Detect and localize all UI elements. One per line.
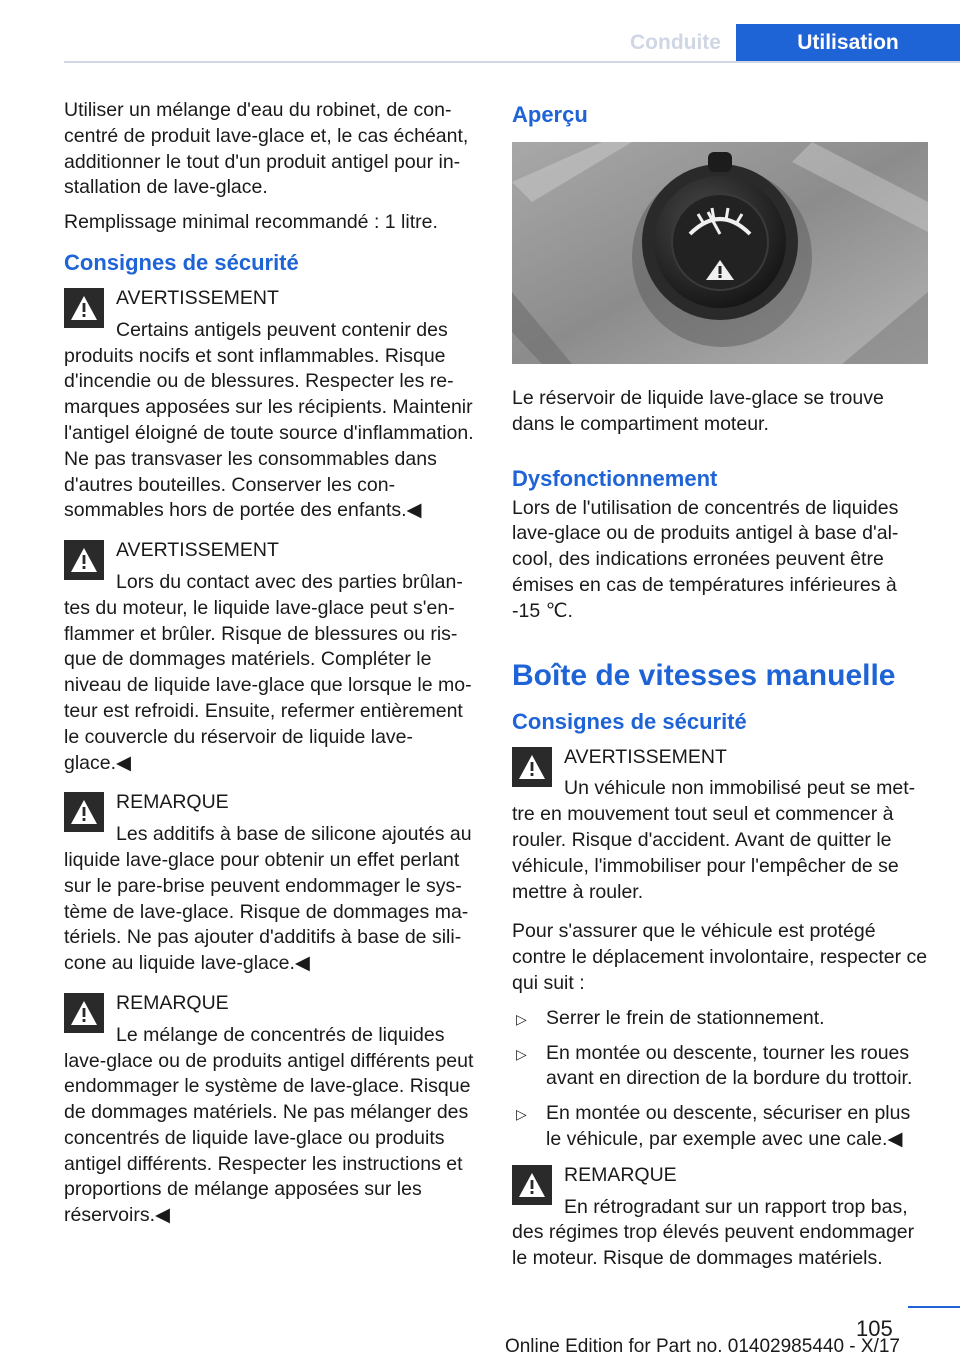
list-item — [512, 1101, 928, 1153]
min-fill-paragraph: Remplissage minimal recommandé : 1 litre. — [64, 211, 438, 234]
page-number: 105 — [856, 1316, 893, 1341]
list-item — [512, 1006, 928, 1032]
warning-block — [64, 538, 478, 776]
note-text: En rétrogradant sur un rapport trop bas, des régimes trop élevés peuvent endommager le moteur. Risque de dommages matériels. — [512, 1195, 915, 1270]
note-label: REMARQUE — [564, 1163, 677, 1186]
section-heading-safety: Consignes de sécurité — [64, 249, 299, 275]
section-heading-apercu: Aperçu — [512, 102, 588, 127]
warning-text: Un véhicule non immobilisé peut se mettre en mouvement tout seul et commencer à rouler. Risque d'accident. Avant de quitter le véhicule, l'immobiliser pour l'empêcher de se mettre à rouler. — [512, 777, 916, 903]
warning-label: AVERTISSEMENT — [116, 286, 279, 309]
warning-triangle-icon — [512, 747, 552, 787]
intro-paragraph: Utiliser un mélange d'eau du robinet, de concentré de produit lave-glace et, le cas échéant, additionner le tout d'un produit antigel pour installation de lave-glace. — [64, 99, 469, 199]
list-item-text: En montée ou descente, tourner les roues avant en direction de la bordure du trottoir. — [546, 1041, 913, 1090]
warning-triangle-icon — [512, 1165, 552, 1205]
list-item-text: Serrer le frein de stationnement. — [546, 1006, 825, 1029]
list-item — [512, 1041, 928, 1093]
warning-label: AVERTISSEMENT — [116, 539, 279, 562]
note-block — [64, 790, 478, 977]
footer-accent-rule — [908, 1306, 960, 1308]
note-block — [64, 991, 478, 1229]
warning-triangle-icon — [64, 792, 104, 832]
secure-paragraph: Pour s'assurer que le véhicule est protégé contre le déplacement involontaire, respecter ce qui suit : — [512, 920, 928, 994]
warning-triangle-icon — [64, 993, 104, 1033]
bullet-list — [512, 1006, 928, 1153]
left-column — [64, 98, 478, 1243]
chapter-heading: Boîte de vitesses manuelle — [512, 658, 896, 692]
note-label: REMARQUE — [116, 991, 229, 1014]
bullet-triangle-icon: ▷ — [516, 1010, 527, 1027]
warning-label: AVERTISSEMENT — [564, 745, 727, 768]
note-block — [512, 1163, 928, 1272]
section-heading-safety-2: Consignes de sécurité — [512, 708, 747, 734]
warning-triangle-icon — [64, 288, 104, 328]
list-item-text: En montée ou descente, sécuriser en plus le véhicule, par exemple avec une cale.◀ — [546, 1102, 911, 1150]
bullet-triangle-icon: ▷ — [516, 1045, 527, 1062]
footer-edition: Online Edition for Part no. 01402985440 - X/17 — [504, 1336, 900, 1357]
photo-caption: Le réservoir de liquide lave-glace se trouve dans le compartiment moteur. — [512, 387, 884, 435]
warning-triangle-icon — [64, 540, 104, 580]
tab-conduite[interactable]: Conduite — [630, 30, 721, 54]
washer-reservoir-photo — [512, 142, 928, 364]
right-column — [512, 98, 928, 1286]
bullet-triangle-icon: ▷ — [516, 1106, 527, 1123]
warning-block — [64, 286, 478, 524]
page-header — [0, 0, 960, 62]
warning-text: Certains antigels peuvent contenir des produits nocifs et sont inflammables. Risque d'incendie ou de blessures. Respecter les remarques apposées sur les récipients. Maintenir l'antigel éloigné de toute source d'inflammation. Ne pas transvaser les consommables dans d'autres bouteilles. Conserver les consommables hors de portée des enfants.◀ — [64, 318, 474, 522]
note-text: Les additifs à base de silicone ajoutés au liquide lave-glace pour obtenir un effet perlant sur le pare-brise peuvent endommager le système de lave-glace. Risque de dommages matériels. Ne pas ajouter d'additifs à base de silicone au liquide lave-glace.◀ — [64, 823, 472, 975]
tab-utilisation[interactable]: Utilisation — [736, 24, 960, 61]
note-text: Le mélange de concentrés de liquides lave-glace ou de produits antigel différents peut endommager le système de lave-glace. Risque de dommages matériels. Ne pas mélanger des concentrés de liquide lave-glace ou produits antigel différents. Respecter les instructions et proportions de mélange apposées sur les réservoirs.◀ — [64, 1023, 474, 1227]
note-label: REMARQUE — [116, 791, 229, 814]
warning-block — [512, 745, 928, 906]
warning-text: Lors du contact avec des parties brûlantes du moteur, le liquide lave-glace peut s'enflammer et brûler. Risque de blessures ou risque de dommages matériels. Compléter le niveau de liquide lave-glace que lorsque le moteur est refroidi. Ensuite, refermer entièrement le couvercle du réservoir de liquide lave-glace.◀ — [64, 570, 472, 774]
section-heading-dysfonctionnement: Dysfonctionnement — [512, 465, 718, 491]
dysfonction-paragraph: Lors de l'utilisation de concentrés de liquides lave-glace ou de produits antigel à base d'alcool, des indications erronées peuvent être émises en cas de températures inférieures à -15 ℃. — [512, 496, 899, 622]
header-divider — [64, 61, 960, 63]
